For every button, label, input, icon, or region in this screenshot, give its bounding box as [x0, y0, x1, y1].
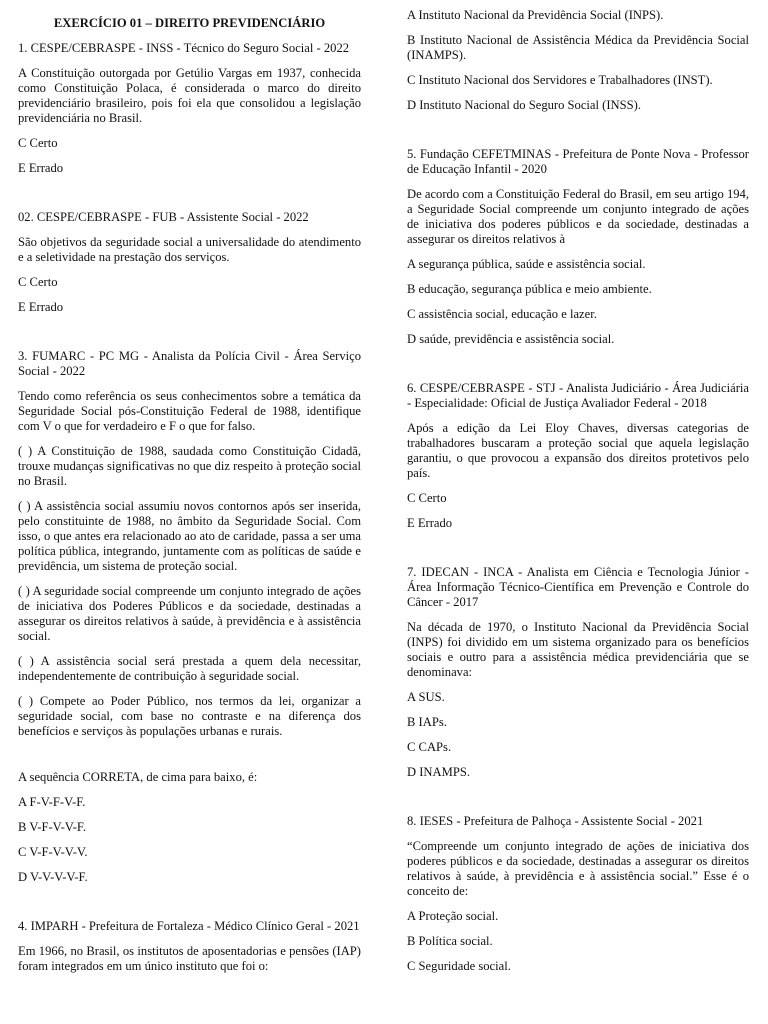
question-7-option-b: B IAPs.: [407, 715, 447, 729]
question-6-header: 6. CESPE/CEBRASPE - STJ - Analista Judiciário - Área Judiciária - Especialidade: Oficial de Justiça Avaliador Federal - 2018: [407, 381, 749, 410]
question-3-option-c: C V-F-V-V-V.: [18, 845, 88, 859]
question-3-header: 3. FUMARC - PC MG - Analista da Polícia Civil - Área Serviço Social - 2022: [18, 349, 361, 378]
question-7-header: 7. IDECAN - INCA - Analista em Ciência e Tecnologia Júnior - Área Informação Técnico-Científica em Prevenção e Controle do Câncer - 2017: [407, 565, 749, 609]
left-column: [18, 8, 361, 984]
question-5-header: 5. Fundação CEFETMINAS - Prefeitura de Ponte Nova - Professor de Educação Infantil - 2020: [407, 147, 749, 176]
question-8-text: “Compreende um conjunto integrado de ações de iniciativa dos poderes públicos e da sociedade, destinadas a assegurar os direitos relativos à saúde, à previdência e à assistência social.” Esse é o conceito de:: [407, 839, 749, 898]
question-3-item-3: ( ) A seguridade social compreende um conjunto integrado de ações de iniciativa dos Poderes Públicos e da sociedade, destinadas a assegurar os direitos relativos à saúde, à previdência e à assistência social.: [18, 584, 361, 643]
question-5-text: De acordo com a Constituição Federal do Brasil, em seu artigo 194, a Seguridade Social compreende um conjunto integrado de ações de iniciativa dos poderes públicos e da sociedade, destinadas a assegurar os direitos relativos à: [407, 187, 749, 246]
question-2-header: 02. CESPE/CEBRASPE - FUB - Assistente Social - 2022: [18, 210, 309, 224]
question-5-option-a: A segurança pública, saúde e assistência social.: [407, 257, 646, 271]
question-8-option-c: C Seguridade social.: [407, 959, 511, 973]
question-4-option-a: A Instituto Nacional da Previdência Social (INPS).: [407, 8, 664, 22]
spacer: [407, 541, 749, 565]
question-3-prompt: A sequência CORRETA, de cima para baixo, é:: [18, 770, 258, 784]
question-2-option-c: C Certo: [18, 275, 58, 289]
question-3-item-5: ( ) Compete ao Poder Público, nos termos da lei, organizar a seguridade social, com base no contraste e na diferença dos benefícios e serviços às populações urbanas e rurais.: [18, 694, 361, 738]
spacer: [407, 357, 749, 381]
question-2-text: São objetivos da seguridade social a universalidade do atendimento e a seletividade na prestação dos serviços.: [18, 235, 361, 264]
question-4-header: 4. IMPARH - Prefeitura de Fortaleza - Médico Clínico Geral - 2021: [18, 919, 360, 933]
right-column: [407, 8, 749, 984]
question-1-option-e: E Errado: [18, 161, 64, 175]
question-1-option-c: C Certo: [18, 136, 58, 150]
question-2-option-e: E Errado: [18, 300, 64, 314]
question-6-text: Após a edição da Lei Eloy Chaves, diversas categorias de trabalhadores buscaram a proteção social que aquela legislação garantiu, o que provocou a expansão dos direitos protetivos pelo país.: [407, 421, 749, 480]
question-3-item-4: ( ) A assistência social será prestada a quem dela necessitar, independentemente de contribuição à seguridade social.: [18, 654, 361, 683]
question-7-option-c: C CAPs.: [407, 740, 452, 754]
question-4-option-b: B Instituto Nacional de Assistência Médica da Previdência Social (INAMPS).: [407, 33, 749, 62]
spacer: [18, 749, 361, 770]
question-8-option-b: B Política social.: [407, 934, 493, 948]
question-4-option-c: C Instituto Nacional dos Servidores e Trabalhadores (INST).: [407, 73, 713, 87]
question-4-option-d: D Instituto Nacional do Seguro Social (INSS).: [407, 98, 642, 112]
question-7-option-a: A SUS.: [407, 690, 445, 704]
question-8-header: 8. IESES - Prefeitura de Palhoça - Assistente Social - 2021: [407, 814, 704, 828]
question-8-option-a: A Proteção social.: [407, 909, 499, 923]
question-1-text: A Constituição outorgada por Getúlio Vargas em 1937, conhecida como Constituição Polaca, é considerada o marco do direito previdenciário brasileiro, pois foi ela que consolidou a legislação previdenciária no Brasil.: [18, 66, 361, 125]
question-5-option-d: D saúde, previdência e assistência social.: [407, 332, 615, 346]
question-3-option-d: D V-V-V-V-F.: [18, 870, 88, 884]
question-4-text: Em 1966, no Brasil, os institutos de aposentadorias e pensões (IAP) foram integrados em um único instituto que foi o:: [18, 944, 361, 973]
spacer: [18, 895, 361, 919]
question-3-option-b: B V-F-V-V-F.: [18, 820, 87, 834]
question-5-option-b: B educação, segurança pública e meio ambiente.: [407, 282, 652, 296]
question-7-text: Na década de 1970, o Instituto Nacional da Previdência Social (INPS) foi dividido em um sistema organizado para os benefícios sociais e outro para a assistência médica previdenciária que se denominava:: [407, 620, 749, 679]
page-title: EXERCÍCIO 01 – DIREITO PREVIDENCIÁRIO: [53, 16, 326, 30]
question-7-option-d: D INAMPS.: [407, 765, 470, 779]
question-3-option-a: A F-V-F-V-F.: [18, 795, 86, 809]
question-6-option-c: C Certo: [407, 491, 447, 505]
question-3-text: Tendo como referência os seus conhecimentos sobre a temática da Seguridade Social pós-Constituição Federal de 1988, identifique com V o que for verdadeiro e F o que for falso.: [18, 389, 361, 433]
spacer: [18, 186, 361, 210]
question-6-option-e: E Errado: [407, 516, 453, 530]
question-5-option-c: C assistência social, educação e lazer.: [407, 307, 597, 321]
spacer: [407, 790, 749, 814]
question-3-item-2: ( ) A assistência social assumiu novos contornos após ser inserida, pelo constituinte de 1988, no âmbito da Seguridade Social. Com isso, o que antes era relacionado ao ato de caridade, passa a ser uma política pública, integrando, juntamente com as políticas de saúde e previdência, um sistema de proteção social.: [18, 499, 361, 573]
spacer: [407, 123, 749, 147]
question-3-item-1: ( ) A Constituição de 1988, saudada como Constituição Cidadã, trouxe mudanças significativas no que diz respeito à proteção social no Brasil.: [18, 444, 361, 488]
question-1-header: 1. CESPE/CEBRASPE - INSS - Técnico do Seguro Social - 2022: [18, 41, 350, 55]
spacer: [18, 325, 361, 349]
